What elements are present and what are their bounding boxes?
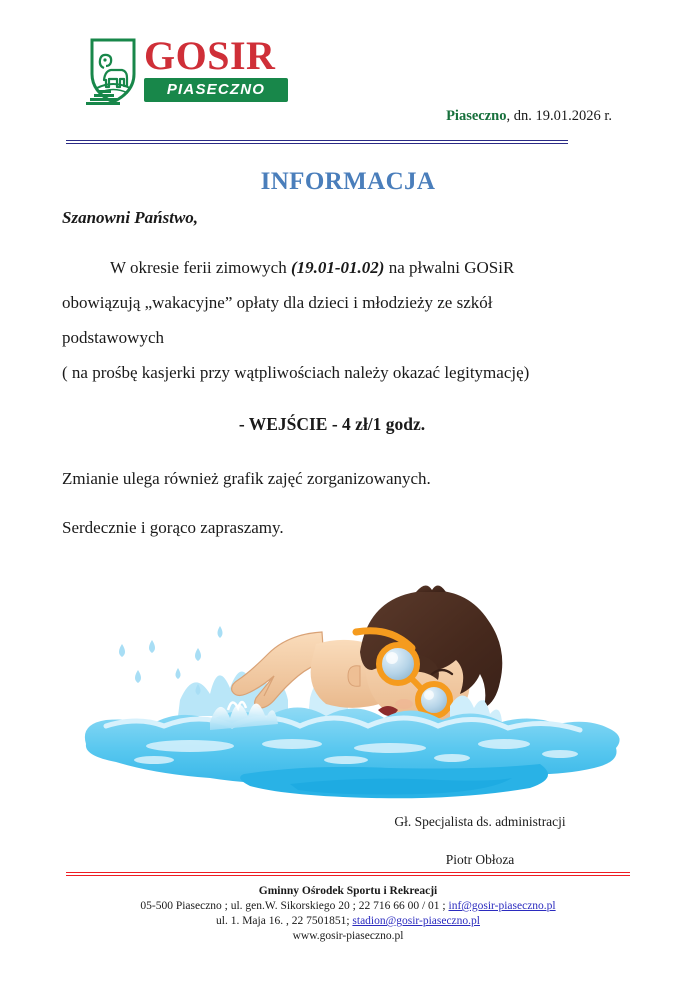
page-title: INFORMACJA [260,168,436,195]
header-divider [66,140,568,144]
ram-crest-icon [84,38,146,108]
para1-dates: (19.01-01.02) [290,258,385,277]
footer-line-address [0,899,696,914]
footer-address-text: 05-500 Piaseczno ; ul. gen.W. Sikorskiego 20 ; 22 716 66 00 / 01 ; [140,900,449,912]
logo-green-banner [144,78,288,102]
paragraph-4: ( na prośbę kasjerki przy wątpliwościach należy okazać legitymację) [62,363,530,382]
paragraph-3: podstawowych [62,328,164,347]
gosir-wordmark [142,33,342,108]
date-rest: , dn. 19.01.2026 r. [506,108,612,124]
footer-line-stadium [0,914,696,929]
signature-name: Piotr Obłoza [445,852,515,867]
swimming-boy-illustration [60,548,636,804]
paragraph-6: Serdecznie i gorąco zapraszamy. [62,518,284,537]
date-line [446,108,612,125]
paragraph-5: Zmianie ulega również grafik zajęć zorganizowanych. [62,469,431,488]
price-line: - WEJŚCIE - 4 zł/1 godz. [238,414,426,434]
date-city: Piaseczno [446,108,507,124]
para1-before: W okresie ferii zimowych [110,258,291,277]
gosir-logo [84,33,344,108]
para1-after: na płwalni GOSiR [384,258,515,277]
signature-block [330,814,630,868]
water-body [85,707,620,798]
paragraph-2: obowiązują „wakacyjne” opłaty dla dzieci i młodzieży ze szkół [62,293,493,312]
logo-gosir-text: GOSIR [144,33,276,78]
footer-divider [66,872,630,876]
paragraph-1 [62,250,642,285]
footer-stadium-text: ul. 1. Maja 16. , 22 7501851; [216,915,353,927]
footer-website: www.gosir-piaseczno.pl [292,930,404,942]
footer-email-info[interactable]: inf@gosir-piaseczno.pl [448,900,556,912]
footer-email-stadion[interactable]: stadion@gosir-piaseczno.pl [352,915,480,927]
footer-organization: Gminny Ośrodek Sportu i Rekreacji [258,885,438,897]
salutation: Szanowni Państwo, [62,208,199,227]
document-body [62,208,642,545]
signature-role: Gł. Specjalista ds. administracji [394,814,566,829]
footer [0,884,696,944]
logo-piaseczno-text: PIASECZNO [166,81,266,98]
